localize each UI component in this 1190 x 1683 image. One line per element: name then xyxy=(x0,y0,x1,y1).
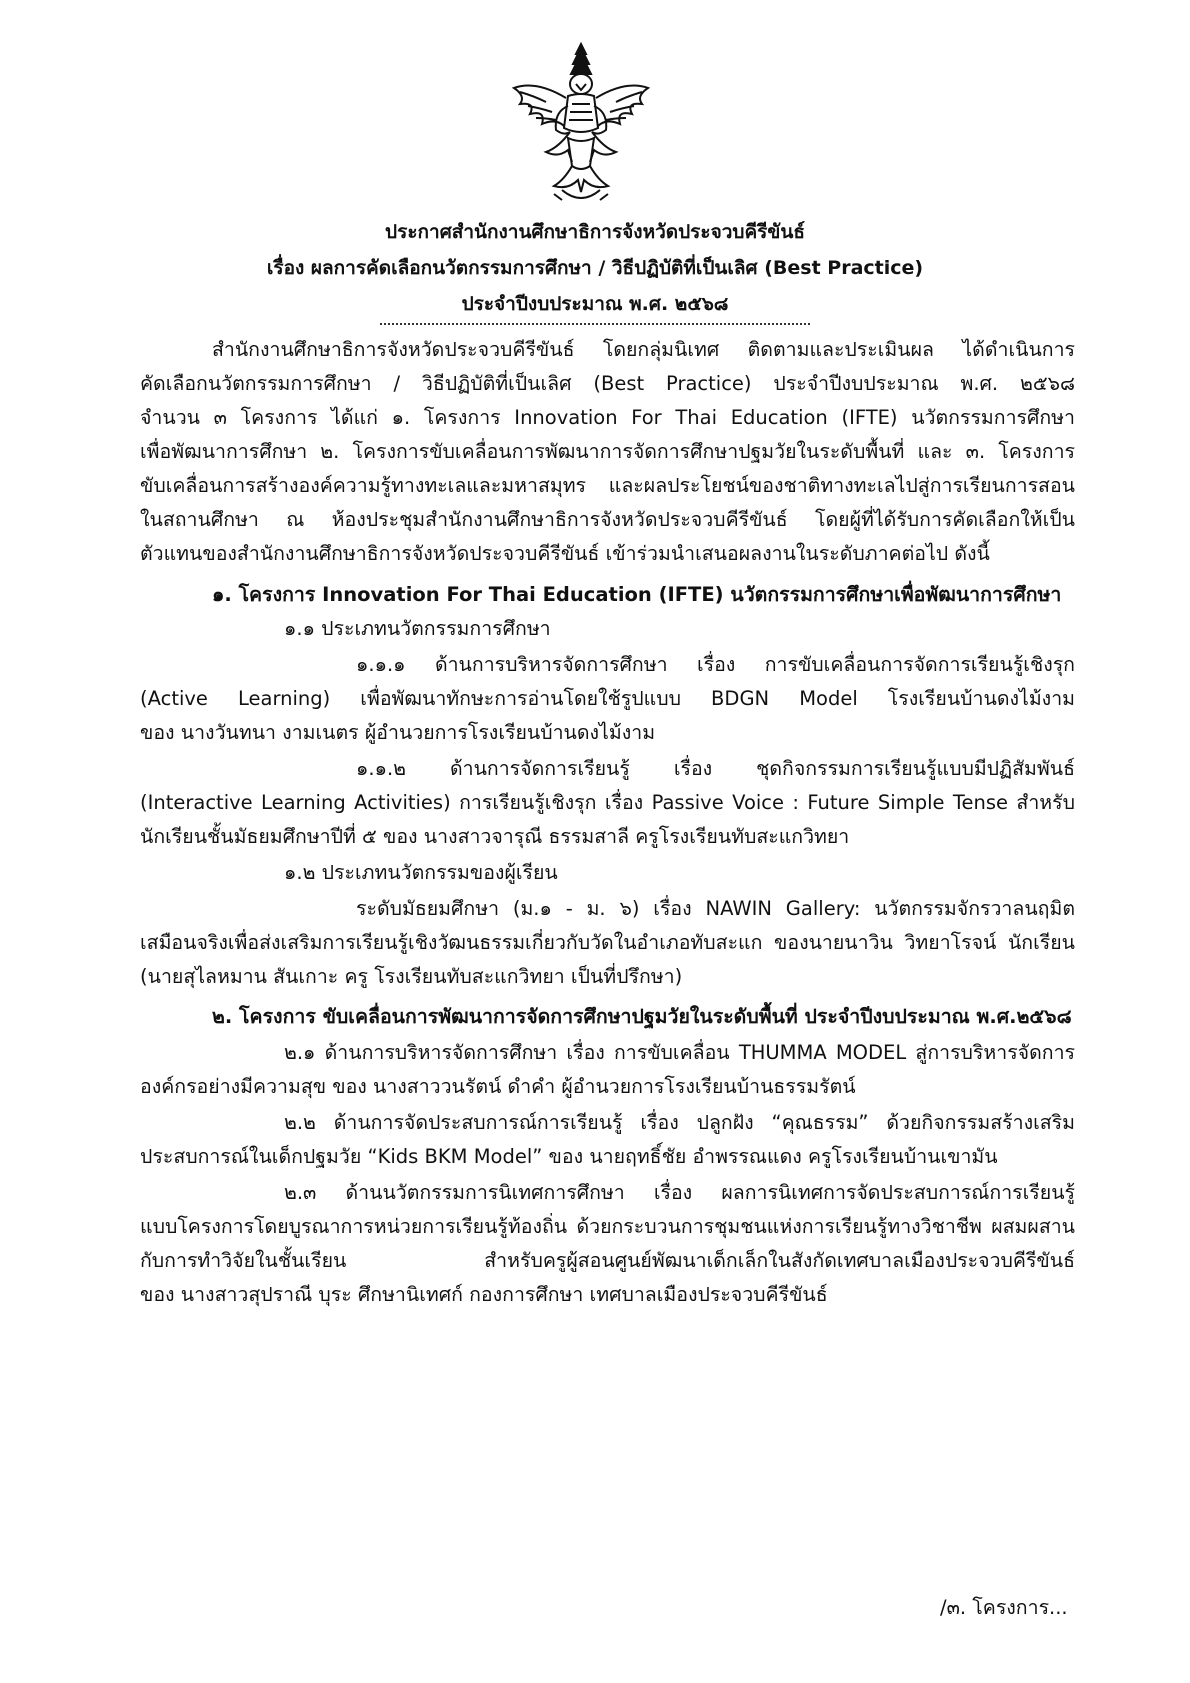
item-2-1-line: องค์กรอย่างมีความสุข ของ นางสาววนรัตน์ ดำคำ ผู้อำนวยการโรงเรียนบ้านธรรมรัตน์ xyxy=(140,1075,856,1098)
item-1-1-2-line: ๑.๑.๒ ด้านการจัดการเรียนรู้ เรื่อง ชุดกิจกรรมการเรียนรู้แบบมีปฏิสัมพันธ์ xyxy=(356,757,1075,780)
item-2-3-line: แบบโครงการโดยบูรณาการหน่วยการเรียนรู้ท้องถิ่น ด้วยกระบวนการชุมชนแห่งการเรียนรู้ทางวิชาชีพ ผสมผสาน xyxy=(140,1215,1075,1238)
item-1-1-1-line: (Active Learning) เพื่อพัฒนาทักษะการอ่านโดยใช้รูปแบบ BDGN Model โรงเรียนบ้านดงไม้งาม xyxy=(140,687,1075,710)
item-2-2-line: ๒.๒ ด้านการจัดประสบการณ์การเรียนรู้ เรื่อง ปลูกฝัง “คุณธรรม” ด้วยกิจกรรมสร้างเสริม xyxy=(284,1111,1075,1134)
section2-heading: ๒. โครงการ ขับเคลื่อนการพัฒนาการจัดการศึกษาปฐมวัยในระดับพื้นที่ ประจำปีงบประมาณ พ.ศ.๒๕๖๘ xyxy=(212,1005,1072,1028)
garuda-emblem-icon xyxy=(506,40,656,208)
intro-line: ในสถานศึกษา ณ ห้องประชุมสำนักงานศึกษาธิการจังหวัดประจวบคีรีขันธ์ โดยผู้ที่ได้รับการคัดเลือกให้เป็น xyxy=(140,508,1075,531)
item-2-1-line: ๒.๑ ด้านการบริหารจัดการศึกษา เรื่อง การขับเคลื่อน THUMMA MODEL สู่การบริหารจัดการ xyxy=(284,1041,1075,1064)
intro-line: ตัวแทนของสำนักงานศึกษาธิการจังหวัดประจวบคีรีขันธ์ เข้าร่วมนำเสนอผลงานในระดับภาคต่อไป ดังนี้ xyxy=(140,542,990,565)
announcement-fiscal-year: ประจำปีงบประมาณ พ.ศ. ๒๕๖๘ xyxy=(461,293,729,315)
intro-line: สำนักงานศึกษาธิการจังหวัดประจวบคีรีขันธ์ โดยกลุ่มนิเทศ ติดตามและประเมินผล ได้ดำเนินการ xyxy=(212,338,1075,361)
item-2-3-line: ๒.๓ ด้านนวัตกรรมการนิเทศการศึกษา เรื่อง ผลการนิเทศการจัดประสบการณ์การเรียนรู้ xyxy=(284,1181,1075,1204)
item-1-2-line: (นายสุไลหมาน สันเกาะ ครู โรงเรียนทับสะแกวิทยา เป็นที่ปรึกษา) xyxy=(140,965,683,988)
item-1-2-line: เสมือนจริงเพื่อส่งเสริมการเรียนรู้เชิงวัฒนธรรมเกี่ยวกับวัดในอำเภอทับสะแก ของนายนาวิน วิทยาโรจน์ นักเรียน xyxy=(140,931,1075,954)
section1-sub1-heading: ๑.๑ ประเภทนวัตกรรมการศึกษา xyxy=(284,617,551,640)
intro-line: ขับเคลื่อนการสร้างองค์ความรู้ทางทะเลและมหาสมุทร และผลประโยชน์ของชาติทางทะเลไปสู่การเรียนการสอน xyxy=(140,474,1075,497)
intro-line: คัดเลือกนวัตกรรมการศึกษา / วิธีปฏิบัติที่เป็นเลิศ (Best Practice) ประจำปีงบประมาณ พ.ศ. ๒๕๖๘ xyxy=(140,372,1075,395)
item-1-2-line: ระดับมัธยมศึกษา (ม.๑ - ม. ๖) เรื่อง NAWIN Gallery: นวัตกรรมจักรวาลนฤมิต xyxy=(356,897,1075,920)
announcement-subject: เรื่อง ผลการคัดเลือกนวัตกรรมการศึกษา / วิธีปฏิบัติที่เป็นเลิศ (Best Practice) xyxy=(266,257,924,279)
item-1-1-1-line: ๑.๑.๑ ด้านการบริหารจัดการศึกษา เรื่อง การขับเคลื่อนการจัดการเรียนรู้เชิงรุก xyxy=(356,653,1075,676)
intro-line: เพื่อพัฒนาการศึกษา ๒. โครงการขับเคลื่อนการพัฒนาการจัดการศึกษาปฐมวัยในระดับพื้นที่ และ ๓. โครงการ xyxy=(140,440,1075,463)
item-1-1-1-line: ของ นางวันทนา งามเนตร ผู้อำนวยการโรงเรียนบ้านดงไม้งาม xyxy=(140,721,656,744)
item-2-2-line: ประสบการณ์ในเด็กปฐมวัย “Kids BKM Model” ของ นายฤทธิ์ชัย อำพรรณแดง ครูโรงเรียนบ้านเขามัน xyxy=(140,1145,998,1168)
item-2-3-line: กับการทำวิจัยในชั้นเรียน สำหรับครูผู้สอนศูนย์พัฒนาเด็กเล็กในสังกัดเทศบาลเมืองประจวบคีรีขันธ์ xyxy=(140,1249,1075,1272)
announcement-title: ประกาศสำนักงานศึกษาธิการจังหวัดประจวบคีรีขันธ์ xyxy=(385,221,805,243)
item-1-1-2-line: (Interactive Learning Activities) การเรียนรู้เชิงรุก เรื่อง Passive Voice : Future Simple Tense สำหรับ xyxy=(140,791,1075,814)
section1-sub2-heading: ๑.๒ ประเภทนวัตกรรมของผู้เรียน xyxy=(284,861,558,884)
item-2-3-line: ของ นางสาวสุปราณี บุระ ศึกษานิเทศก์ กองการศึกษา เทศบาลเมืองประจวบคีรีขันธ์ xyxy=(140,1283,828,1306)
section1-heading: ๑. โครงการ Innovation For Thai Education (IFTE) นวัตกรรมการศึกษาเพื่อพัฒนาการศึกษา xyxy=(212,583,1062,606)
page-continuation: /๓. โครงการ... xyxy=(940,1596,1068,1619)
dotted-divider xyxy=(380,323,810,325)
item-1-1-2-line: นักเรียนชั้นมัธยมศึกษาปีที่ ๕ ของ นางสาวจารุณี ธรรมสาลี ครูโรงเรียนทับสะแกวิทยา xyxy=(140,825,850,848)
intro-line: จำนวน ๓ โครงการ ได้แก่ ๑. โครงการ Innovation For Thai Education (IFTE) นวัตกรรมการศึกษา xyxy=(140,406,1075,429)
